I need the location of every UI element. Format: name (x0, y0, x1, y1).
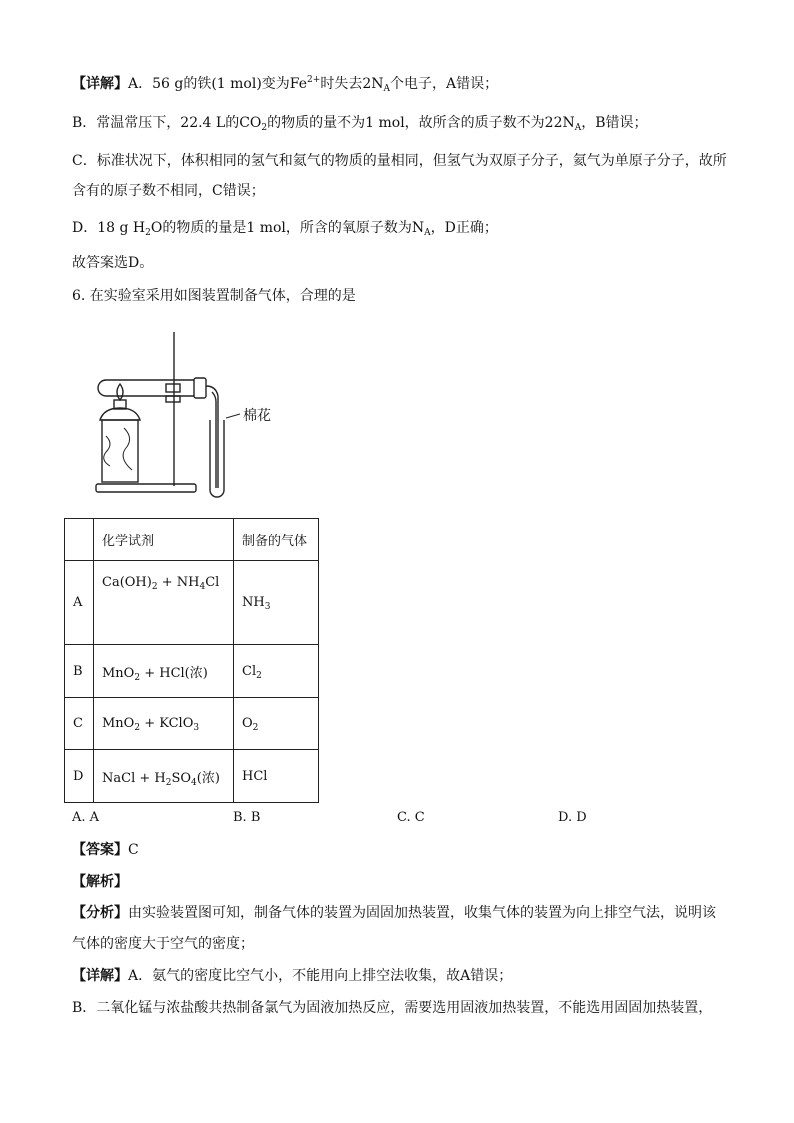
table-header-gas: 制备的气体 (234, 519, 319, 561)
options-table (64, 518, 319, 803)
table-row: A $Ca(OH)_2 + NH_4Cl$ $NH_3$ (65, 561, 319, 645)
analysis-line-2: 气体的密度大于空气的密度； (72, 936, 254, 952)
table-row: D NaCl + $H_2SO_4$(浓) HCl (65, 750, 319, 803)
detail-a-line: 【详解】A．氨气的密度比空气小，不能用向上排空法收集，故A错误； (72, 968, 513, 984)
clamp (166, 384, 180, 392)
answer-line: 【答案】C (72, 842, 139, 858)
choice-c[interactable]: C. C (397, 810, 425, 825)
choice-a[interactable]: A. A (72, 810, 100, 825)
detail-line-c2: 含有的原子数不相同，C错误； (72, 183, 265, 199)
table-row: C MnO$_2$ + KClO$_3$ $O_2$ (65, 698, 319, 750)
detail-line-b: B．常温常压下，22.4 L的$CO_2$的物质的量不为1 mol，故所含的质子数不为$22N_A$，B错误； (72, 115, 648, 133)
table-header-row (65, 519, 319, 561)
detail-line-c1: C．标准状况下，体积相同的氢气和氦气的物质的量相同，但氢气为双原子分子，氦气为单原子分子，故所 (72, 153, 727, 169)
question-stem: 6. 在实验室采用如图装置制备气体，合理的是 (72, 288, 356, 304)
table-row: B MnO$_2$ + HCl(浓) $Cl_2$ (65, 645, 319, 698)
choice-b[interactable]: B. B (233, 810, 261, 825)
detail-b-line: B．二氧化锰与浓盐酸共热制备氯气为固液加热反应，需要选用固液加热装置，不能选用固固加热装置， (72, 1000, 713, 1016)
burner-neck (100, 408, 140, 420)
detail-tag: 【详解】 (72, 76, 128, 92)
apparatus-figure (90, 328, 290, 500)
analysis-line-1: 【分析】由实验装置图可知，制备气体的装置为固固加热装置，收集气体的装置为向上排空气法，说明该 (72, 905, 716, 921)
delivery-tube (206, 386, 218, 488)
flame (117, 384, 123, 400)
collection-tube (210, 420, 224, 497)
stand-base (96, 484, 196, 492)
choice-d[interactable]: D. D (558, 810, 587, 825)
table-header-reagent: 化学试剂 (94, 519, 234, 561)
analysis-heading: 【解析】 (72, 874, 128, 890)
stopper (194, 378, 206, 398)
cotton-label: 棉花 (243, 408, 271, 424)
detail-line-d: D．18 g $H_2O$的物质的量是1 mol，所含的氧原子数为$N_A$，D正确； (72, 220, 498, 238)
detail-line-a: 【详解】A．56 g的铁(1 mol)变为$Fe^{2+}$时失去$2N_A$个电子，A错误； (72, 75, 499, 94)
conclusion: 故答案选D。 (72, 255, 154, 271)
